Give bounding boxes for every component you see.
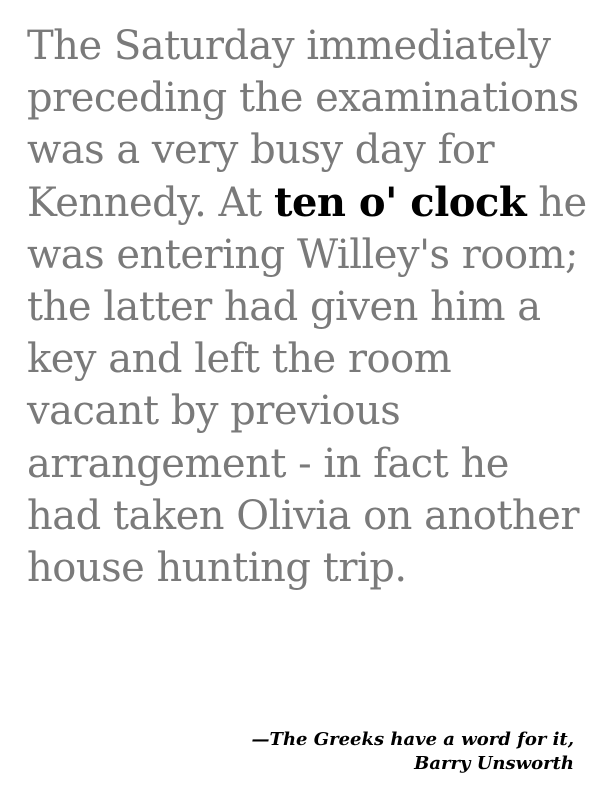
highlighted-time: ten o' clock (273, 178, 527, 226)
quote-text-before: The Saturday immediately preceding the examinations was a very busy day for Kennedy. At (27, 23, 579, 226)
quote-text-after: he was entering Willey's room; the latter had given him a key and left the room vacant by previous arrangement - in fact he had taken Olivia on another house hunting trip. (27, 179, 587, 592)
quote-text (27, 20, 587, 594)
attribution: —The Greeks have a word for it, Barry Unsworth (251, 729, 574, 774)
